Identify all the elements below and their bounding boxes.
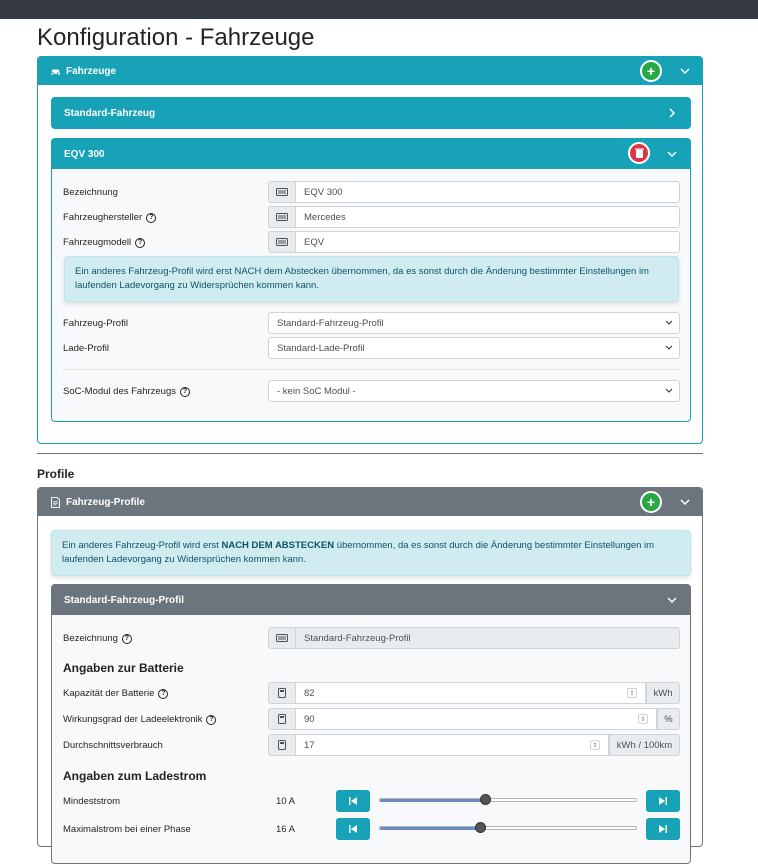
max-current-value: 16 A	[276, 824, 296, 835]
vehicle-eqv-card	[51, 138, 691, 422]
profile-change-alert	[51, 530, 691, 576]
top-navbar	[0, 0, 758, 19]
standard-profile-title: Standard-Fahrzeug-Profil	[64, 594, 185, 606]
min-current-value: 10 A	[276, 796, 296, 807]
vehicle-profile-label: Fahrzeug-Profil	[63, 318, 128, 329]
slider-fill	[380, 827, 481, 830]
select-caret-icon	[665, 343, 673, 353]
spinner-icon[interactable]: ⇕	[627, 688, 637, 698]
min-current-decrease-button[interactable]	[336, 790, 370, 812]
trash-icon	[635, 148, 644, 158]
vehicle-standard-title: Standard-Fahrzeug	[64, 107, 156, 119]
max-current-increase-button[interactable]	[646, 818, 680, 840]
keyboard-icon	[268, 181, 296, 203]
consumption-input[interactable]: 17	[296, 734, 609, 756]
vehicle-standard-card	[51, 97, 691, 129]
calculator-icon	[268, 682, 296, 704]
battery-heading: Angaben zur Batterie	[63, 661, 184, 675]
delete-vehicle-button[interactable]	[628, 142, 650, 164]
profiles-section-title: Profile	[37, 467, 75, 481]
vehicles-card	[37, 56, 703, 444]
vehicles-card-header[interactable]	[38, 57, 702, 85]
slider-thumb[interactable]	[475, 822, 486, 833]
vehicle-profiles-card	[37, 487, 703, 847]
spinner-icon[interactable]: ⇕	[590, 740, 600, 750]
max-current-slider[interactable]	[379, 826, 637, 830]
charge-profile-select[interactable]	[268, 337, 680, 359]
vehicle-profiles-header[interactable]	[38, 488, 702, 516]
profile-name-label	[63, 633, 132, 644]
consumption-unit: kWh / 100km	[609, 734, 680, 756]
profile-change-alert: Ein anderes Fahrzeug-Profil wird erst NACH dem Abstecken übernommen, da es sonst durch die Änderung bestimmter Einstellungen im laufenden Ladevorgang zu Widersprüchen kommen kann.	[64, 256, 679, 302]
step-forward-icon	[659, 797, 667, 805]
keyboard-icon	[268, 627, 296, 649]
step-backward-icon	[349, 825, 357, 833]
name-label: Bezeichnung	[63, 187, 118, 198]
manufacturer-label-text: Fahrzeughersteller	[63, 212, 143, 223]
page-title: Konfiguration - Fahrzeuge	[37, 24, 315, 51]
model-label	[63, 237, 145, 248]
soc-module-select[interactable]	[268, 380, 680, 402]
max-current-decrease-button[interactable]	[336, 818, 370, 840]
slider-thumb[interactable]	[480, 794, 491, 805]
vehicle-eqv-title: EQV 300	[64, 148, 105, 160]
chevron-right-icon[interactable]	[666, 107, 678, 119]
alert-prefix: Ein anderes Fahrzeug-Profil wird erst	[62, 540, 222, 551]
alert-bold: NACH DEM ABSTECKEN	[221, 540, 335, 551]
divider	[63, 369, 680, 370]
vehicle-standard-header[interactable]	[52, 98, 690, 128]
manufacturer-input[interactable]: Mercedes	[296, 206, 680, 228]
capacity-label-text: Kapazität der Batterie	[63, 688, 155, 699]
select-caret-icon	[665, 318, 673, 328]
capacity-input[interactable]: 82	[296, 682, 646, 704]
add-profile-button[interactable]: +	[640, 491, 662, 513]
vehicle-profiles-title: Fahrzeug-Profile	[66, 496, 145, 508]
max-current-label: Maximalstrom bei einer Phase	[63, 824, 191, 835]
efficiency-unit: %	[657, 708, 680, 730]
vehicle-eqv-header[interactable]	[52, 139, 690, 169]
step-forward-icon	[659, 825, 667, 833]
keyboard-icon	[268, 206, 296, 228]
soc-label	[63, 386, 190, 397]
consumption-label: Durchschnittsverbrauch	[63, 740, 163, 751]
vehicles-card-title: Fahrzeuge	[66, 65, 117, 77]
manufacturer-label	[63, 212, 156, 223]
chevron-down-icon[interactable]	[679, 65, 691, 77]
efficiency-label	[63, 714, 216, 725]
help-icon[interactable]: ?	[135, 238, 145, 248]
profile-name-input: Standard-Fahrzeug-Profil	[296, 627, 680, 649]
min-current-label: Mindeststrom	[63, 796, 121, 807]
profile-name-label-text: Bezeichnung	[63, 633, 118, 644]
help-icon[interactable]: ?	[122, 634, 132, 644]
calculator-icon	[268, 708, 296, 730]
standard-profile-header[interactable]	[52, 585, 690, 615]
select-caret-icon	[665, 386, 673, 396]
name-input[interactable]: EQV 300	[296, 181, 680, 203]
efficiency-label-text: Wirkungsgrad der Ladeelektronik	[63, 714, 203, 725]
soc-module-select-value: - kein SoC Modul -	[277, 385, 356, 397]
vehicle-profile-select-value: Standard-Fahrzeug-Profil	[277, 317, 384, 329]
alert-suffix: übernommen, da es sonst durch die Änderung bestimmter Einstellungen im laufenden Ladevorgang zu Widersprüchen kommen kann.	[62, 540, 655, 565]
efficiency-input[interactable]: 90	[296, 708, 657, 730]
vehicle-profile-select[interactable]	[268, 312, 680, 334]
step-backward-icon	[349, 797, 357, 805]
standard-profile-card	[51, 584, 691, 864]
help-icon[interactable]: ?	[158, 689, 168, 699]
add-vehicle-button[interactable]: +	[640, 60, 662, 82]
car-icon	[50, 66, 61, 77]
model-label-text: Fahrzeugmodell	[63, 237, 132, 248]
file-icon	[50, 497, 61, 508]
slider-fill	[380, 799, 486, 802]
help-icon[interactable]: ?	[180, 387, 190, 397]
chevron-down-icon[interactable]	[666, 594, 678, 606]
charge-profile-label: Lade-Profil	[63, 343, 109, 354]
soc-label-text: SoC-Modul des Fahrzeugs	[63, 386, 176, 397]
capacity-label	[63, 688, 168, 699]
calculator-icon	[268, 734, 296, 756]
charge-profile-select-value: Standard-Lade-Profil	[277, 342, 365, 354]
min-current-slider[interactable]	[379, 798, 637, 802]
chevron-down-icon[interactable]	[666, 148, 678, 160]
current-heading: Angaben zum Ladestrom	[63, 769, 207, 783]
model-input[interactable]: EQV	[296, 231, 680, 253]
help-icon[interactable]: ?	[206, 715, 216, 725]
min-current-increase-button[interactable]	[646, 790, 680, 812]
help-icon[interactable]: ?	[146, 213, 156, 223]
section-divider	[37, 453, 703, 454]
chevron-down-icon[interactable]	[679, 496, 691, 508]
keyboard-icon	[268, 231, 296, 253]
capacity-unit: kWh	[646, 682, 680, 704]
spinner-icon[interactable]: ⇕	[638, 714, 648, 724]
